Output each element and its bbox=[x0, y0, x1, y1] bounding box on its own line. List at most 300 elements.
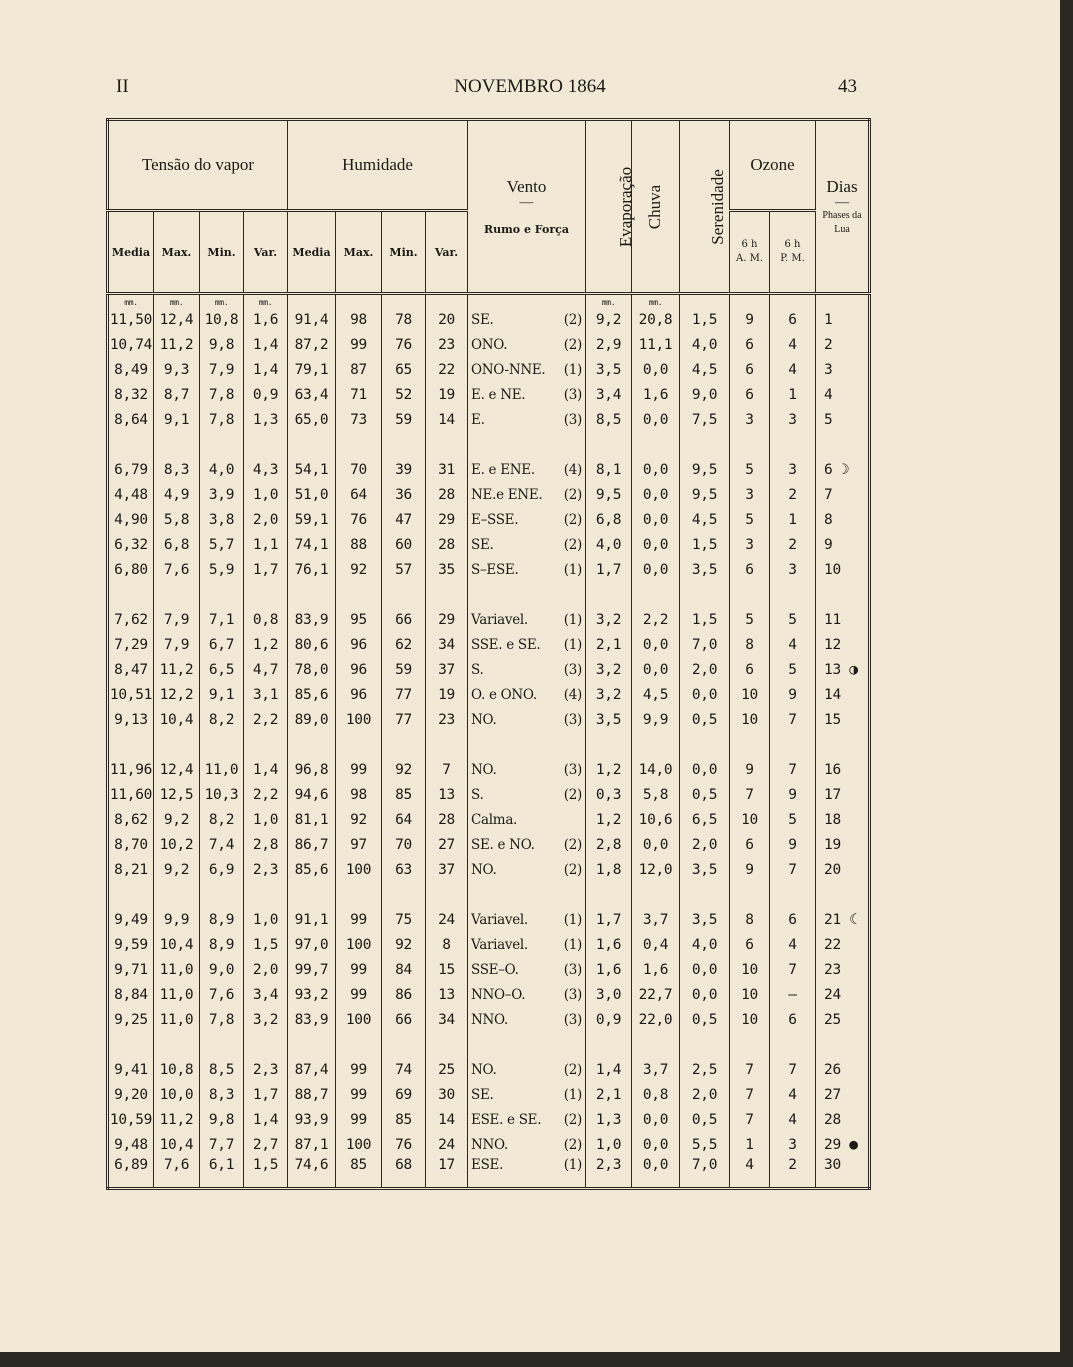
spacer-cell bbox=[680, 432, 730, 457]
cell-t-min: 7,6 bbox=[200, 982, 244, 1007]
cell-t-media: 9,71 bbox=[108, 957, 154, 982]
cell-ozone-am: 10 bbox=[730, 682, 770, 707]
spacer-cell bbox=[382, 882, 426, 907]
cell-h-var: 14 bbox=[426, 407, 468, 432]
spacer-cell bbox=[382, 582, 426, 607]
cell-h-max: 92 bbox=[336, 557, 382, 582]
cell-t-var: 1,7 bbox=[244, 557, 288, 582]
spacer-cell bbox=[632, 432, 680, 457]
wind-direction: Calma. bbox=[471, 811, 518, 828]
cell-dia: 14 bbox=[816, 682, 870, 707]
cell-dia: 19 bbox=[816, 832, 870, 857]
cell-h-max: 99 bbox=[336, 332, 382, 357]
table-row bbox=[108, 332, 870, 357]
cell-ozone-am: 5 bbox=[730, 457, 770, 482]
cell-t-media: 9,25 bbox=[108, 1007, 154, 1032]
table-row bbox=[108, 407, 870, 432]
cell-t-var: 0,9 bbox=[244, 382, 288, 407]
spacer-cell bbox=[244, 432, 288, 457]
cell-ozone-pm: 9 bbox=[770, 782, 816, 807]
cell-ozone-pm: 4 bbox=[770, 332, 816, 357]
spacer-cell bbox=[816, 1032, 870, 1057]
cell-h-max: 64 bbox=[336, 482, 382, 507]
cell-t-max: 10,2 bbox=[154, 832, 200, 857]
wind-force: (2) bbox=[563, 511, 583, 528]
spacer-cell bbox=[336, 732, 382, 757]
wind-force: (2) bbox=[563, 336, 583, 353]
cell-t-media: 9,13 bbox=[108, 707, 154, 732]
cell-t-media: 4,48 bbox=[108, 482, 154, 507]
cell-chuva: 12,0 bbox=[632, 857, 680, 882]
wind-direction: NO. bbox=[471, 861, 497, 878]
wind-force: (3) bbox=[563, 961, 583, 978]
subhead-ozone-pm-label: P. M. bbox=[780, 253, 805, 264]
cell-t-var: 1,5 bbox=[244, 1157, 288, 1189]
wind-direction: S–ESE. bbox=[471, 561, 519, 578]
cell-t-media: 4,90 bbox=[108, 507, 154, 532]
cell-ozone-pm: 4 bbox=[770, 632, 816, 657]
cell-t-media: 10,74 bbox=[108, 332, 154, 357]
spacer-cell bbox=[336, 1032, 382, 1057]
cell-chuva: 11,1 bbox=[632, 332, 680, 357]
header-vento bbox=[468, 120, 586, 294]
cell-evap: 1,3 bbox=[586, 1107, 632, 1132]
spacer-cell bbox=[426, 1032, 468, 1057]
cell-wind bbox=[468, 457, 586, 482]
cell-dia: 23 bbox=[816, 957, 870, 982]
cell-dia: 22 bbox=[816, 932, 870, 957]
page-number: 43 bbox=[838, 76, 857, 97]
unit-empty bbox=[816, 294, 870, 308]
cell-t-var: 3,1 bbox=[244, 682, 288, 707]
cell-serenidade: 0,5 bbox=[680, 1007, 730, 1032]
cell-serenidade: 5,5 bbox=[680, 1132, 730, 1157]
cell-t-var: 1,6 bbox=[244, 307, 288, 332]
unit-empty bbox=[680, 294, 730, 308]
cell-t-var: 2,3 bbox=[244, 1057, 288, 1082]
wind-force: (1) bbox=[563, 361, 583, 378]
spacer-cell bbox=[108, 432, 154, 457]
spacer-cell bbox=[154, 432, 200, 457]
cell-ozone-pm: 7 bbox=[770, 707, 816, 732]
cell-wind bbox=[468, 932, 586, 957]
cell-ozone-am: 8 bbox=[730, 632, 770, 657]
cell-h-media: 65,0 bbox=[288, 407, 336, 432]
cell-t-max: 11,0 bbox=[154, 1007, 200, 1032]
wind-force: (3) bbox=[563, 411, 583, 428]
cell-t-max: 11,0 bbox=[154, 982, 200, 1007]
header-dias bbox=[816, 120, 870, 294]
cell-evap: 3,0 bbox=[586, 982, 632, 1007]
cell-wind bbox=[468, 1057, 586, 1082]
cell-wind bbox=[468, 957, 586, 982]
cell-t-min: 3,8 bbox=[200, 507, 244, 532]
spacer-cell bbox=[468, 582, 586, 607]
unit-empty bbox=[288, 294, 336, 308]
table-row bbox=[108, 1132, 870, 1157]
cell-h-max: 71 bbox=[336, 382, 382, 407]
cell-evap: 3,2 bbox=[586, 682, 632, 707]
cell-h-var: 19 bbox=[426, 382, 468, 407]
wind-force: (4) bbox=[563, 686, 583, 703]
cell-serenidade: 7,0 bbox=[680, 1157, 730, 1189]
cell-serenidade: 7,5 bbox=[680, 407, 730, 432]
spacer-cell bbox=[770, 882, 816, 907]
cell-h-media: 80,6 bbox=[288, 632, 336, 657]
cell-t-max: 9,9 bbox=[154, 907, 200, 932]
cell-dia: 9 bbox=[816, 532, 870, 557]
cell-h-media: 83,9 bbox=[288, 607, 336, 632]
cell-h-media: 87,2 bbox=[288, 332, 336, 357]
cell-h-var: 25 bbox=[426, 1057, 468, 1082]
cell-h-media: 51,0 bbox=[288, 482, 336, 507]
header-evaporacao-label: Evaporação bbox=[616, 166, 636, 247]
cell-wind bbox=[468, 532, 586, 557]
wind-force: (2) bbox=[563, 861, 583, 878]
wind-direction: ESE. bbox=[471, 1157, 504, 1173]
cell-ozone-am: 6 bbox=[730, 332, 770, 357]
cell-h-media: 85,6 bbox=[288, 857, 336, 882]
cell-ozone-am: 6 bbox=[730, 557, 770, 582]
subhead-h-media: Media bbox=[288, 211, 336, 294]
cell-t-min: 8,9 bbox=[200, 932, 244, 957]
cell-ozone-pm: 6 bbox=[770, 1007, 816, 1032]
cell-evap: 0,9 bbox=[586, 1007, 632, 1032]
cell-h-var: 29 bbox=[426, 507, 468, 532]
cell-serenidade: 4,5 bbox=[680, 507, 730, 532]
cell-ozone-am: 10 bbox=[730, 982, 770, 1007]
wind-direction: E. e ENE. bbox=[471, 461, 535, 478]
spacer-cell bbox=[586, 732, 632, 757]
table-row bbox=[108, 607, 870, 632]
cell-h-min: 76 bbox=[382, 332, 426, 357]
cell-ozone-pm: 4 bbox=[770, 357, 816, 382]
cell-h-min: 39 bbox=[382, 457, 426, 482]
subhead-ozone-pm-hour: 6 h bbox=[784, 239, 801, 250]
header-chuva-label: Chuva bbox=[645, 184, 665, 229]
table-row bbox=[108, 532, 870, 557]
spacer-cell bbox=[288, 582, 336, 607]
spacer-cell bbox=[730, 882, 770, 907]
cell-ozone-am: 10 bbox=[730, 957, 770, 982]
cell-h-min: 68 bbox=[382, 1157, 426, 1189]
cell-t-min: 5,7 bbox=[200, 532, 244, 557]
table-row bbox=[108, 957, 870, 982]
cell-wind bbox=[468, 682, 586, 707]
cell-dia: 29 ● bbox=[816, 1132, 870, 1157]
spacer-cell bbox=[680, 582, 730, 607]
cell-t-max: 4,9 bbox=[154, 482, 200, 507]
cell-h-max: 100 bbox=[336, 1007, 382, 1032]
cell-h-min: 70 bbox=[382, 832, 426, 857]
wind-force: (2) bbox=[563, 1061, 583, 1078]
cell-t-max: 7,6 bbox=[154, 1157, 200, 1189]
cell-t-max: 10,4 bbox=[154, 707, 200, 732]
cell-t-min: 7,4 bbox=[200, 832, 244, 857]
cell-h-var: 28 bbox=[426, 807, 468, 832]
spacer-cell bbox=[244, 882, 288, 907]
cell-h-media: 93,9 bbox=[288, 1107, 336, 1132]
spacer-cell bbox=[108, 1032, 154, 1057]
cell-ozone-am: 9 bbox=[730, 857, 770, 882]
spacer-cell bbox=[382, 732, 426, 757]
cell-t-var: 1,4 bbox=[244, 357, 288, 382]
header-vento-label: Vento bbox=[506, 177, 547, 196]
cell-h-max: 87 bbox=[336, 357, 382, 382]
cell-dia: 12 bbox=[816, 632, 870, 657]
cell-evap: 1,7 bbox=[586, 557, 632, 582]
wind-force: (1) bbox=[563, 611, 583, 628]
cell-t-media: 8,64 bbox=[108, 407, 154, 432]
cell-serenidade: 9,0 bbox=[680, 382, 730, 407]
spacer-cell bbox=[632, 1032, 680, 1057]
cell-t-max: 10,4 bbox=[154, 932, 200, 957]
wind-force: (1) bbox=[563, 636, 583, 653]
cell-t-var: 2,0 bbox=[244, 507, 288, 532]
cell-wind bbox=[468, 657, 586, 682]
cell-h-min: 77 bbox=[382, 682, 426, 707]
cell-t-min: 7,7 bbox=[200, 1132, 244, 1157]
cell-h-var: 15 bbox=[426, 957, 468, 982]
cell-wind bbox=[468, 607, 586, 632]
wind-direction: S. bbox=[471, 661, 484, 678]
header-vento-sub: Rumo e Força bbox=[484, 223, 569, 236]
header-serenidade bbox=[680, 120, 730, 294]
spacer-cell bbox=[336, 432, 382, 457]
cell-chuva: 0,0 bbox=[632, 482, 680, 507]
table-row bbox=[108, 857, 870, 882]
cell-chuva: 0,0 bbox=[632, 532, 680, 557]
unit-empty bbox=[730, 294, 770, 308]
table-row bbox=[108, 357, 870, 382]
spacer-cell bbox=[288, 432, 336, 457]
cell-chuva: 2,2 bbox=[632, 607, 680, 632]
cell-wind bbox=[468, 757, 586, 782]
wind-force: (2) bbox=[563, 486, 583, 503]
cell-t-min: 11,0 bbox=[200, 757, 244, 782]
header-serenidade-label: Serenidade bbox=[707, 168, 727, 245]
cell-dia: 25 bbox=[816, 1007, 870, 1032]
cell-dia: 18 bbox=[816, 807, 870, 832]
cell-h-min: 59 bbox=[382, 407, 426, 432]
cell-h-min: 66 bbox=[382, 607, 426, 632]
cell-wind bbox=[468, 857, 586, 882]
spacer-cell bbox=[382, 1032, 426, 1057]
cell-t-media: 8,32 bbox=[108, 382, 154, 407]
cell-h-var: 35 bbox=[426, 557, 468, 582]
cell-wind bbox=[468, 982, 586, 1007]
subhead-ozone-am-hour: 6 h bbox=[741, 239, 758, 250]
cell-dia: 2 bbox=[816, 332, 870, 357]
cell-t-max: 9,2 bbox=[154, 857, 200, 882]
table-row bbox=[108, 832, 870, 857]
cell-h-var: 20 bbox=[426, 307, 468, 332]
wind-force: (3) bbox=[563, 986, 583, 1003]
cell-t-min: 7,8 bbox=[200, 407, 244, 432]
wind-direction: NNO. bbox=[471, 1011, 509, 1028]
header-evaporacao bbox=[586, 120, 636, 294]
wind-direction: E–SSE. bbox=[471, 511, 519, 528]
header-vento-dash: — bbox=[519, 195, 534, 210]
cell-h-min: 76 bbox=[382, 1132, 426, 1157]
cell-t-media: 8,84 bbox=[108, 982, 154, 1007]
cell-h-min: 63 bbox=[382, 857, 426, 882]
spacer-row bbox=[108, 732, 870, 757]
spacer-cell bbox=[382, 432, 426, 457]
cell-h-media: 85,6 bbox=[288, 682, 336, 707]
cell-h-min: 64 bbox=[382, 807, 426, 832]
cell-serenidade: 4,0 bbox=[680, 932, 730, 957]
spacer-row bbox=[108, 582, 870, 607]
wind-force: (1) bbox=[563, 561, 583, 578]
cell-wind bbox=[468, 382, 586, 407]
cell-evap: 3,5 bbox=[586, 357, 632, 382]
cell-t-var: 1,4 bbox=[244, 332, 288, 357]
cell-ozone-pm: 7 bbox=[770, 857, 816, 882]
wind-direction: Variavel. bbox=[471, 936, 528, 953]
cell-wind bbox=[468, 557, 586, 582]
cell-ozone-am: 9 bbox=[730, 757, 770, 782]
subhead-h-var: Var. bbox=[426, 211, 468, 294]
cell-dia: 8 bbox=[816, 507, 870, 532]
cell-t-min: 4,0 bbox=[200, 457, 244, 482]
cell-h-var: 23 bbox=[426, 707, 468, 732]
cell-h-max: 70 bbox=[336, 457, 382, 482]
wind-direction: E. e NE. bbox=[471, 386, 526, 403]
cell-ozone-pm: 1 bbox=[770, 507, 816, 532]
cell-dia: 7 bbox=[816, 482, 870, 507]
cell-t-max: 9,2 bbox=[154, 807, 200, 832]
cell-chuva: 22,7 bbox=[632, 982, 680, 1007]
cell-evap: 2,1 bbox=[586, 632, 632, 657]
spacer-cell bbox=[680, 1032, 730, 1057]
cell-ozone-am: 3 bbox=[730, 407, 770, 432]
table-row bbox=[108, 457, 870, 482]
cell-ozone-pm: 5 bbox=[770, 807, 816, 832]
wind-direction: NE.e ENE. bbox=[471, 486, 543, 503]
wind-direction: O. e ONO. bbox=[471, 686, 537, 703]
cell-h-media: 93,2 bbox=[288, 982, 336, 1007]
cell-ozone-pm: 3 bbox=[770, 457, 816, 482]
cell-dia: 27 bbox=[816, 1082, 870, 1107]
cell-h-min: 66 bbox=[382, 1007, 426, 1032]
cell-evap: 1,6 bbox=[586, 932, 632, 957]
spacer-cell bbox=[200, 582, 244, 607]
wind-force: (2) bbox=[563, 786, 583, 803]
cell-ozone-pm: 6 bbox=[770, 907, 816, 932]
cell-wind bbox=[468, 307, 586, 332]
cell-h-min: 57 bbox=[382, 557, 426, 582]
subhead-t-var: Var. bbox=[244, 211, 288, 294]
cell-t-max: 12,4 bbox=[154, 307, 200, 332]
spacer-cell bbox=[730, 582, 770, 607]
cell-chuva: 0,4 bbox=[632, 932, 680, 957]
unit-t-var: mm. bbox=[244, 294, 288, 308]
table-row bbox=[108, 982, 870, 1007]
cell-t-var: 2,8 bbox=[244, 832, 288, 857]
cell-t-min: 6,9 bbox=[200, 857, 244, 882]
cell-wind bbox=[468, 782, 586, 807]
cell-h-min: 52 bbox=[382, 382, 426, 407]
wind-force: (3) bbox=[563, 1011, 583, 1028]
cell-h-max: 92 bbox=[336, 807, 382, 832]
cell-t-media: 7,29 bbox=[108, 632, 154, 657]
cell-chuva: 0,0 bbox=[632, 657, 680, 682]
cell-h-max: 97 bbox=[336, 832, 382, 857]
cell-evap: 1,4 bbox=[586, 1057, 632, 1082]
cell-ozone-pm: 3 bbox=[770, 1132, 816, 1157]
cell-ozone-pm: 3 bbox=[770, 407, 816, 432]
cell-dia: 16 bbox=[816, 757, 870, 782]
cell-evap: 8,5 bbox=[586, 407, 632, 432]
cell-h-var: 37 bbox=[426, 657, 468, 682]
cell-h-var: 31 bbox=[426, 457, 468, 482]
spacer-cell bbox=[730, 432, 770, 457]
cell-evap: 4,0 bbox=[586, 532, 632, 557]
page-title: NOVEMBRO 1864 bbox=[454, 76, 606, 97]
cell-evap: 1,7 bbox=[586, 907, 632, 932]
cell-t-min: 9,0 bbox=[200, 957, 244, 982]
units-row bbox=[108, 294, 870, 308]
unit-empty bbox=[382, 294, 426, 308]
cell-dia: 28 bbox=[816, 1107, 870, 1132]
cell-t-media: 11,50 bbox=[108, 307, 154, 332]
cell-serenidade: 9,5 bbox=[680, 457, 730, 482]
table-row bbox=[108, 707, 870, 732]
unit-t-min: mm. bbox=[200, 294, 244, 308]
wind-direction: ONO-NNE. bbox=[471, 361, 546, 378]
cell-wind bbox=[468, 507, 586, 532]
cell-t-max: 11,2 bbox=[154, 657, 200, 682]
spacer-cell bbox=[816, 432, 870, 457]
cell-ozone-pm: 2 bbox=[770, 532, 816, 557]
cell-h-max: 73 bbox=[336, 407, 382, 432]
cell-evap: 3,2 bbox=[586, 607, 632, 632]
spacer-cell bbox=[200, 732, 244, 757]
cell-wind bbox=[468, 1107, 586, 1132]
cell-serenidade: 1,5 bbox=[680, 607, 730, 632]
cell-evap: 2,3 bbox=[586, 1157, 632, 1189]
unit-t-max: mm. bbox=[154, 294, 200, 308]
spacer-cell bbox=[770, 432, 816, 457]
cell-dia: 24 bbox=[816, 982, 870, 1007]
wind-direction: NNO–O. bbox=[471, 986, 526, 1003]
cell-t-min: 9,8 bbox=[200, 332, 244, 357]
table-row bbox=[108, 1157, 870, 1189]
cell-ozone-pm: 9 bbox=[770, 682, 816, 707]
cell-ozone-am: 8 bbox=[730, 907, 770, 932]
table-row bbox=[108, 682, 870, 707]
cell-evap: 2,1 bbox=[586, 1082, 632, 1107]
cell-h-max: 100 bbox=[336, 932, 382, 957]
wind-direction: S. bbox=[471, 786, 484, 803]
cell-t-min: 5,9 bbox=[200, 557, 244, 582]
cell-h-media: 87,1 bbox=[288, 1132, 336, 1157]
wind-direction: SE. e NO. bbox=[471, 836, 535, 853]
cell-t-min: 7,9 bbox=[200, 357, 244, 382]
cell-h-var: 17 bbox=[426, 1157, 468, 1189]
cell-evap: 0,3 bbox=[586, 782, 632, 807]
cell-t-media: 8,21 bbox=[108, 857, 154, 882]
cell-evap: 2,8 bbox=[586, 832, 632, 857]
cell-t-media: 6,80 bbox=[108, 557, 154, 582]
wind-direction: NO. bbox=[471, 761, 497, 778]
table-row bbox=[108, 1107, 870, 1132]
cell-t-max: 12,5 bbox=[154, 782, 200, 807]
spacer-cell bbox=[632, 732, 680, 757]
cell-chuva: 3,7 bbox=[632, 907, 680, 932]
cell-t-max: 10,0 bbox=[154, 1082, 200, 1107]
